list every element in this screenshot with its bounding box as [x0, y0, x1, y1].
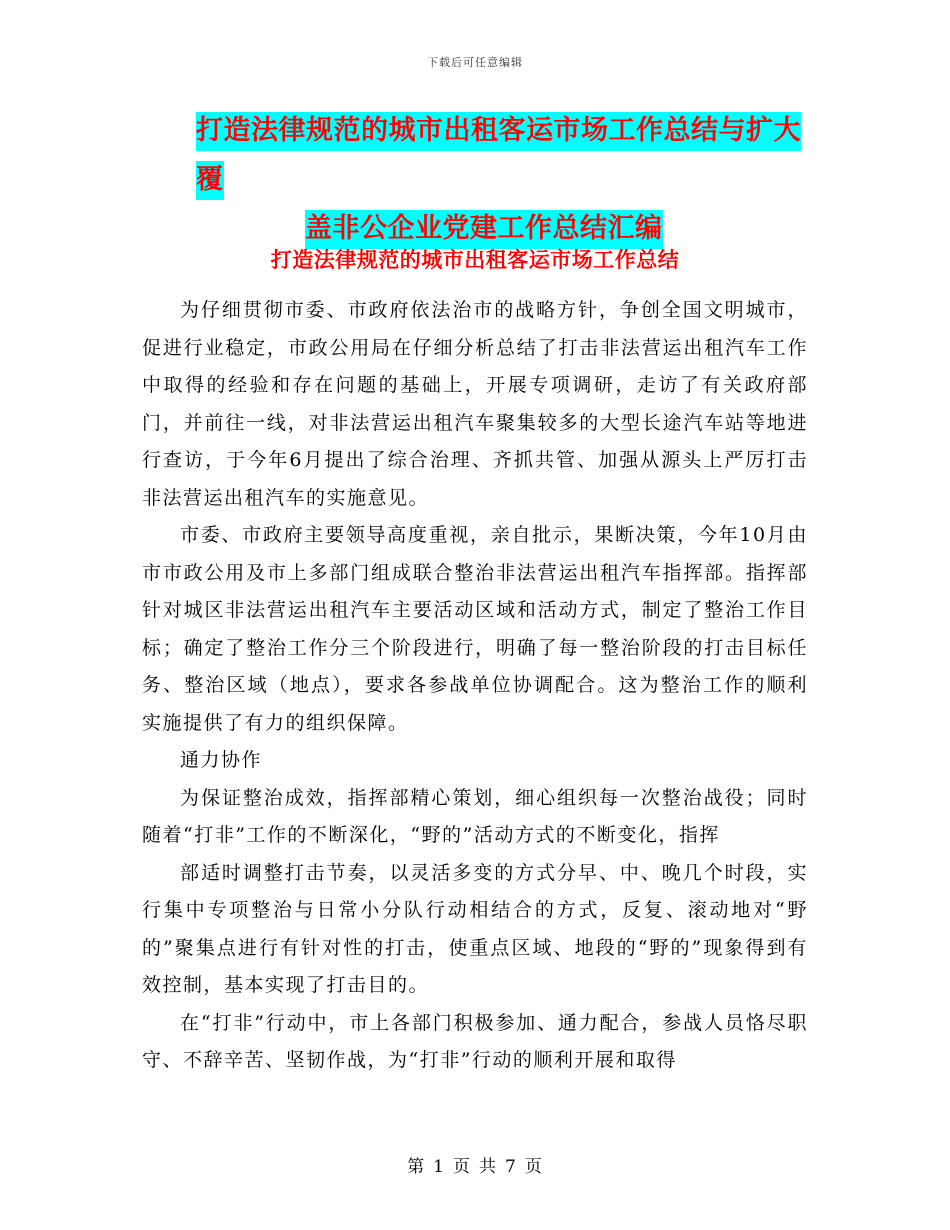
footer-label-total: 共 [479, 1157, 497, 1177]
paragraph: 市委、市政府主要领导高度重视，亲自批示，果断决策，今年10月由市市政公用及市上多部门组成联合整治非法营运出租汽车指挥部。指挥部针对城区非法营运出租汽车主要活动区域和活动方式，制定了整治工作目标；确定了整治工作分三个阶段进行，明确了每一整治阶段的打击目标任务、整治区域（地点），要求各参战单位协调配合。这为整治工作的顺利实施提供了有力的组织保障。 [142, 524, 808, 734]
footer-label-unit: 页 [453, 1157, 471, 1177]
header-note: 下载后可任意编辑 [427, 56, 523, 69]
page-footer [0, 1152, 950, 1177]
main-title [142, 106, 808, 253]
footer-current-page: 1 [433, 1157, 445, 1177]
footer-total-pages: 7 [505, 1157, 517, 1177]
main-title-highlight-2: 盖非公企业党建工作总结汇编 [305, 210, 663, 249]
paragraph: 在“打非”行动中，市上各部门积极参加、通力配合，参战人员恪尽职守、不辞辛苦、坚韧作战，为“打非”行动的顺利开展和取得 [142, 1011, 808, 1071]
footer-label-page: 第 [407, 1157, 426, 1177]
body-text [142, 292, 808, 1080]
main-title-highlight-1: 打造法律规范的城市出租客运市场工作总结与扩大覆 [196, 112, 801, 200]
section-title: 打造法律规范的城市出租客运市场工作总结 [270, 247, 680, 272]
paragraph: 为仔细贯彻市委、市政府依法治市的战略方针，争创全国文明城市，促进行业稳定，市政公用局在仔细分析总结了打击非法营运出租汽车工作中取得的经验和存在问题的基础上，开展专项调研，走访了有关政府部门，并前往一线，对非法营运出租汽车聚集较多的大型长途汽车站等地进行查访，于今年6月提出了综合治理、齐抓共管、加强从源头上严厉打击非法营运出租汽车的实施意见。 [142, 299, 808, 509]
paragraph: 部适时调整打击节奏，以灵活多变的方式分早、中、晚几个时段，实行集中专项整治与日常小分队行动相结合的方式，反复、滚动地对“野的”聚集点进行有针对性的打击，使重点区域、地段的“野的”现象得到有效控制，基本实现了打击目的。 [142, 861, 808, 996]
paragraph: 为保证整治成效，指挥部精心策划，细心组织每一次整治战役；同时随着“打非”工作的不断深化，“野的”活动方式的不断变化，指挥 [142, 786, 808, 846]
main-title-line-1 [142, 106, 808, 204]
footer-label-unit-2: 页 [524, 1157, 543, 1177]
paragraph-heading: 通力协作 [180, 749, 263, 771]
